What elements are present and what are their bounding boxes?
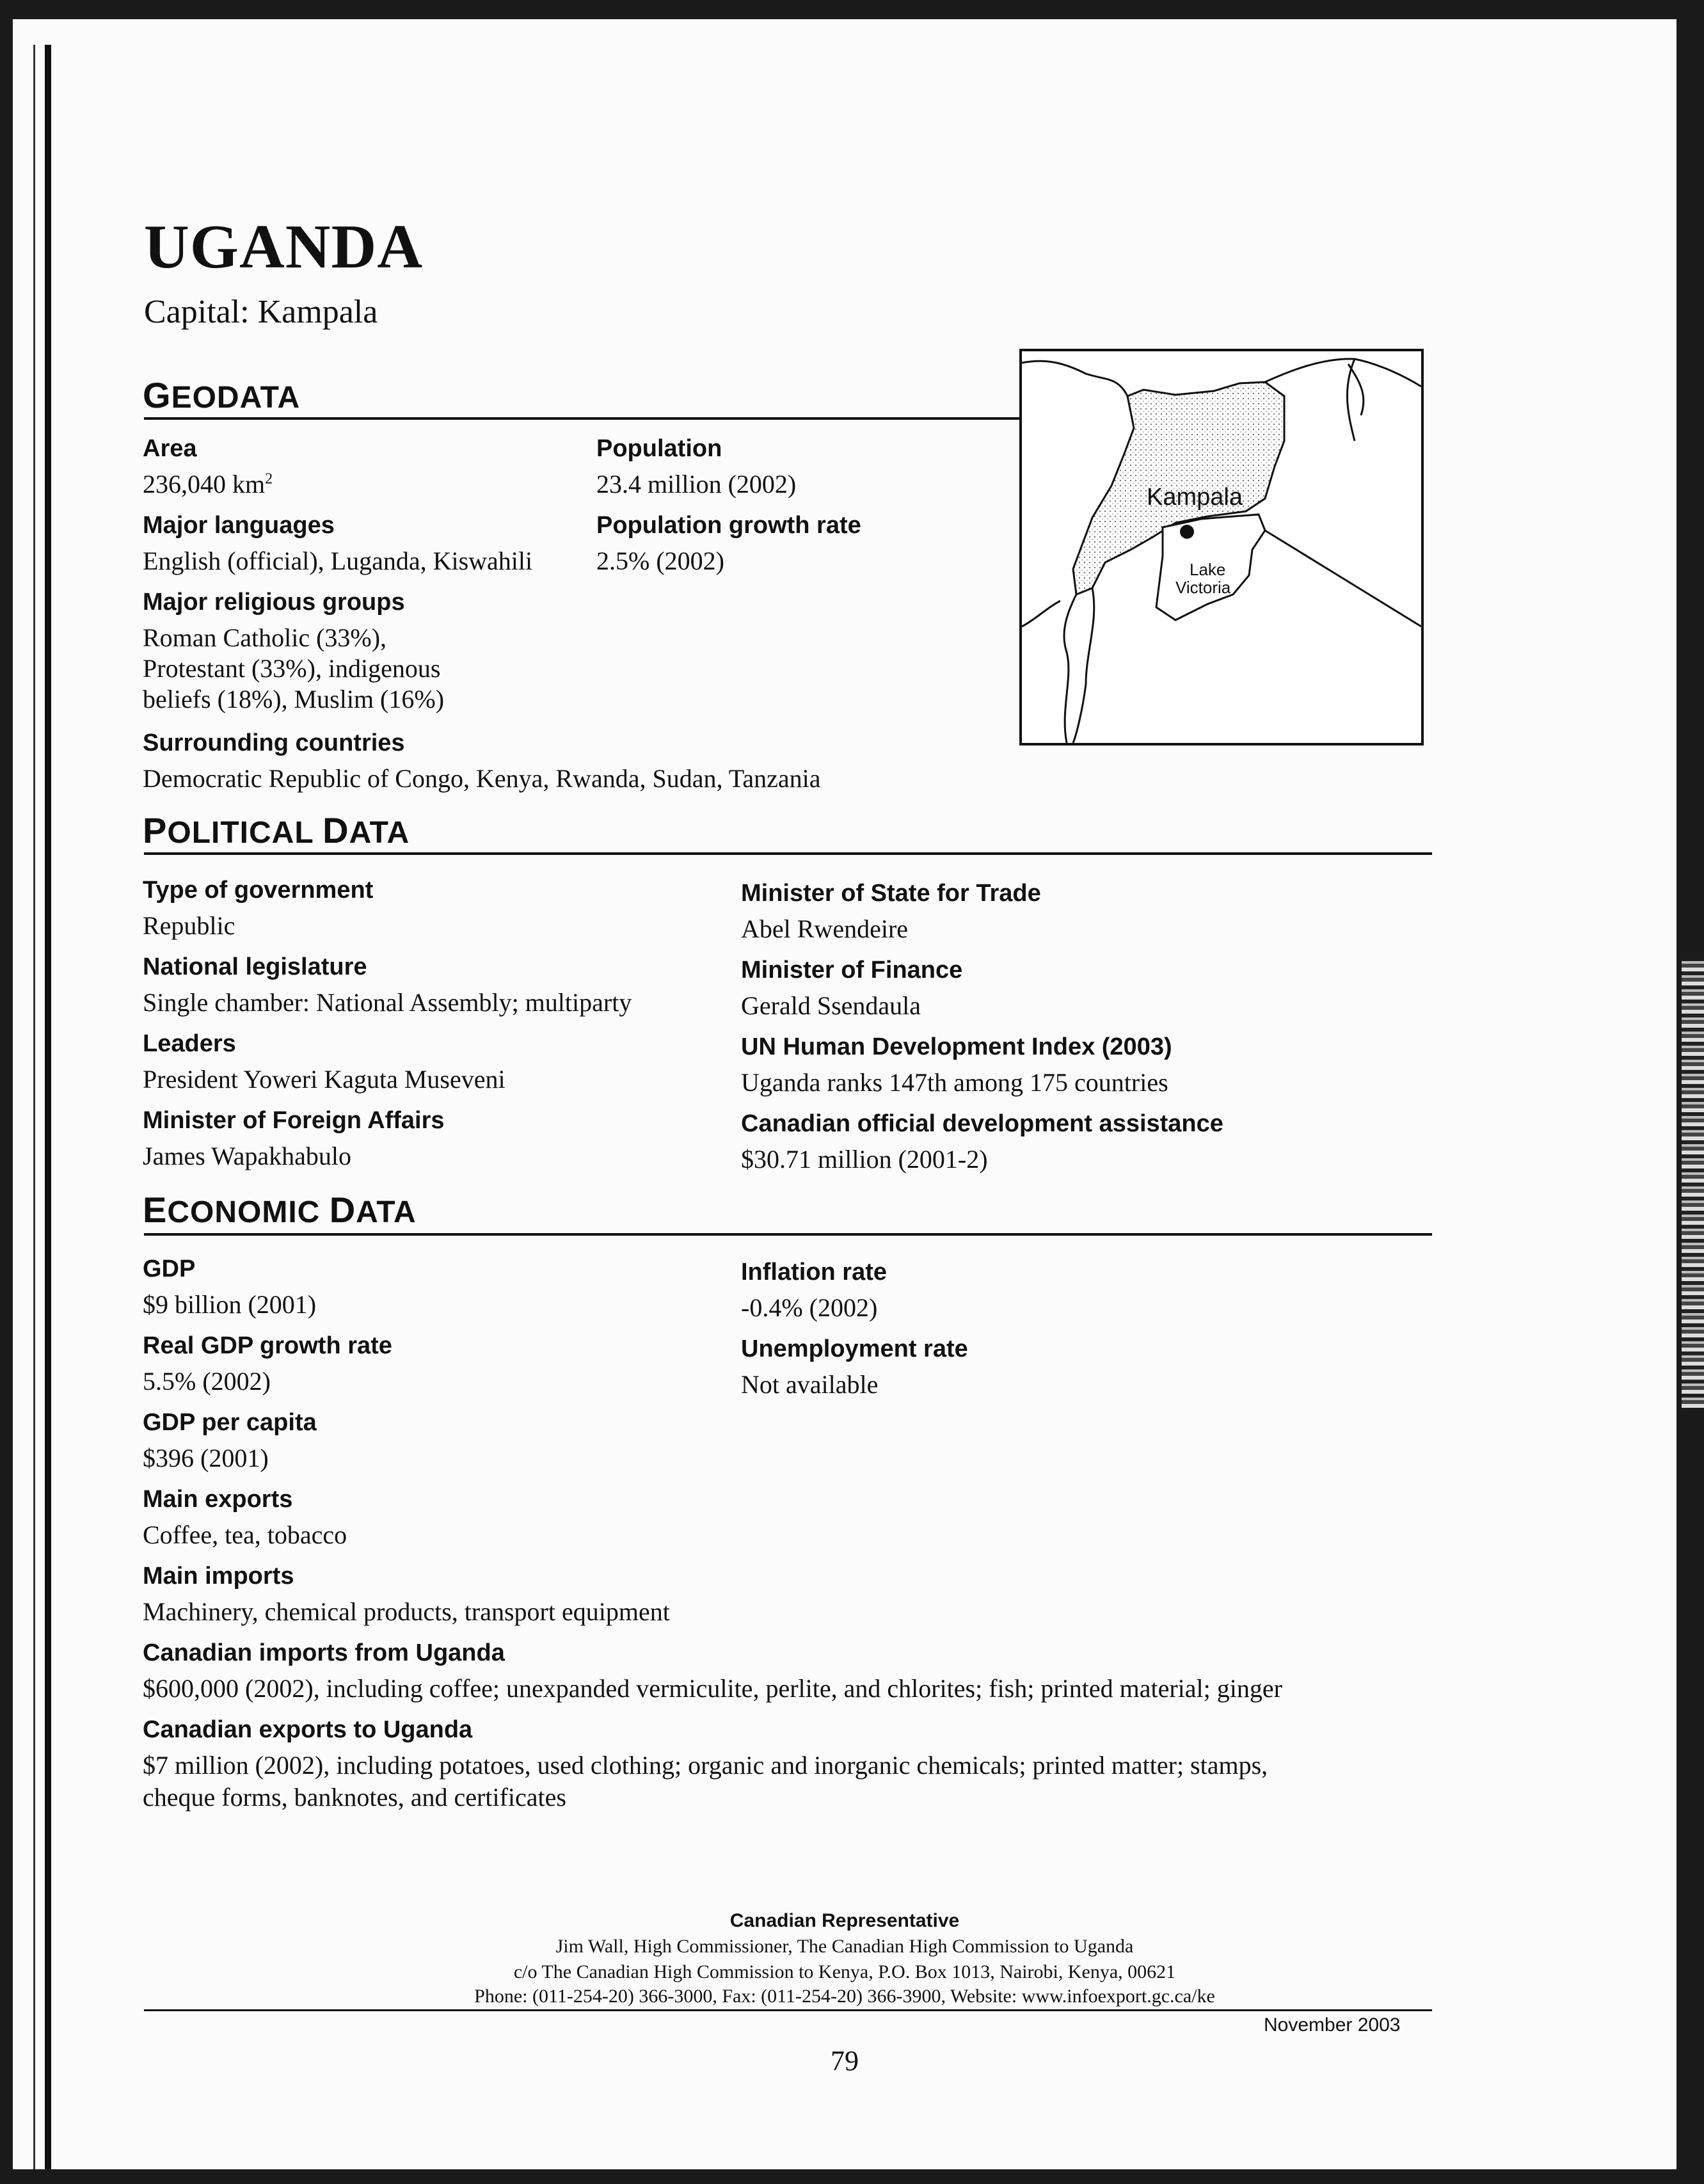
section-initial: G — [143, 375, 171, 415]
pol-label: National legislature — [143, 953, 367, 980]
pol-value: Single chamber: National Assembly; multiparty — [143, 988, 632, 1017]
econ-label: Main exports — [143, 1486, 293, 1513]
document-page — [13, 19, 1676, 2169]
section-initial: P — [143, 810, 168, 850]
econ-value: $600,000 (2002), including coffee; unexpanded vermiculite, perlite, and chlorites; fish; printed material; ginger — [143, 1674, 1282, 1703]
pol-value: James Wapakhabulo — [143, 1142, 351, 1170]
econ-value: -0.4% (2002) — [741, 1293, 878, 1322]
pol-value: Uganda ranks 147th among 175 countries — [741, 1068, 1168, 1097]
section-rest: EODATA — [171, 381, 301, 415]
surrounding-label: Surrounding countries — [143, 729, 405, 756]
econ-value: $9 billion (2001) — [143, 1290, 317, 1319]
econ-value: cheque forms, banknotes, and certificates — [143, 1783, 566, 1812]
econ-value: 5.5% (2002) — [143, 1367, 271, 1396]
footer-line: c/o The Canadian High Commission to Kenya, P.O. Box 1013, Nairobi, Kenya, 00621 — [513, 1961, 1176, 1982]
country-title: UGANDA — [144, 212, 424, 282]
pol-label: Type of government — [143, 877, 374, 904]
section-initial: E — [143, 1190, 168, 1230]
econ-value: Not available — [741, 1370, 879, 1399]
pol-value: $30.71 million (2001-2) — [741, 1145, 988, 1174]
area-label: Area — [143, 435, 197, 462]
border-line — [1064, 594, 1076, 743]
section-geodata — [143, 374, 300, 416]
econ-value: $396 (2001) — [143, 1444, 269, 1472]
section-rest: ATA — [349, 816, 410, 850]
page-number: 79 — [831, 2045, 859, 2076]
econ-label: Real GDP growth rate — [143, 1332, 392, 1359]
growth-label: Population growth rate — [596, 512, 861, 539]
capital-line: Capital: Kampala — [144, 294, 378, 330]
econ-label: Canadian exports to Uganda — [143, 1716, 473, 1743]
section-rest: ATA — [356, 1195, 417, 1229]
religion-line: Protestant (33%), indigenous — [143, 654, 441, 683]
pol-label: Minister of Foreign Affairs — [143, 1107, 445, 1134]
binding-line — [33, 45, 35, 2169]
geodata-rule — [144, 417, 1019, 420]
political-rule — [144, 852, 1432, 855]
border-line — [1265, 530, 1421, 626]
population-value: 23.4 million (2002) — [596, 470, 797, 498]
growth-value: 2.5% (2002) — [596, 546, 724, 575]
border-line — [1022, 361, 1127, 396]
pol-value: Republic — [143, 911, 235, 940]
section-rest: OLITICAL — [167, 816, 323, 850]
econ-label: GDP per capita — [143, 1409, 317, 1436]
border-line — [1265, 359, 1421, 387]
religion-line: Roman Catholic (33%), — [143, 623, 387, 652]
section-initial: D — [329, 1190, 356, 1230]
pol-label: Leaders — [143, 1030, 236, 1057]
section-rest: CONOMIC — [167, 1195, 330, 1229]
footer-heading: Canadian Representative — [729, 1910, 960, 1931]
area-unit-exponent: 2 — [265, 470, 273, 488]
section-political — [143, 809, 410, 851]
econ-value: $7 million (2002), including potatoes, used clothing; organic and inorganic chemicals; printed matter; stamps, — [143, 1751, 1268, 1780]
kampala-label: Kampala — [1147, 484, 1243, 511]
surrounding-value: Democratic Republic of Congo, Kenya, Rwanda, Sudan, Tanzania — [143, 764, 821, 793]
border-line — [1022, 601, 1060, 626]
econ-label: Main imports — [143, 1563, 294, 1590]
pol-label: Minister of State for Trade — [741, 880, 1041, 907]
econ-label: Inflation rate — [741, 1259, 888, 1286]
economic-rule — [144, 1233, 1432, 1236]
uganda-map — [1019, 349, 1424, 745]
population-label: Population — [596, 435, 722, 462]
econ-label: Unemployment rate — [741, 1335, 968, 1362]
area-number: 236,040 km — [143, 470, 266, 498]
section-economic — [143, 1189, 417, 1231]
footer-date: November 2003 — [1264, 2014, 1401, 2036]
binding-rule — [45, 45, 51, 2169]
languages-label: Major languages — [143, 512, 335, 539]
border-line — [1073, 588, 1094, 743]
area-value — [143, 469, 273, 499]
lake-label: Victoria — [1175, 578, 1231, 597]
econ-value: Coffee, tea, tobacco — [143, 1520, 347, 1549]
econ-value: Machinery, chemical products, transport equipment — [143, 1597, 670, 1626]
kampala-marker — [1180, 525, 1194, 539]
footer-line: Jim Wall, High Commissioner, The Canadian High Commission to Uganda — [555, 1936, 1134, 1957]
pol-label: Minister of Finance — [741, 957, 963, 984]
scan-edge-strip — [1682, 960, 1704, 1408]
econ-label: Canadian imports from Uganda — [143, 1639, 505, 1666]
pol-value: Gerald Ssendaula — [741, 991, 921, 1020]
section-initial: D — [322, 810, 349, 850]
pol-value: Abel Rwendeire — [741, 914, 909, 943]
religion-line: beliefs (18%), Muslim (16%) — [143, 685, 445, 713]
lake-label: Lake — [1190, 560, 1226, 579]
econ-label: GDP — [143, 1255, 196, 1282]
pol-value: President Yoweri Kaguta Museveni — [143, 1065, 506, 1094]
pol-label: Canadian official development assistance — [741, 1110, 1223, 1137]
religion-label: Major religious groups — [143, 589, 405, 616]
pol-label: UN Human Development Index (2003) — [741, 1033, 1172, 1060]
footer-line: Phone: (011-254-20) 366-3000, Fax: (011-254-20) 366-3900, Website: www.infoexport.gc.ca/ke — [474, 1986, 1215, 2007]
languages-value: English (official), Luganda, Kiswahili — [143, 546, 533, 575]
map-graphic — [1022, 351, 1421, 743]
footer-rule — [144, 2009, 1432, 2011]
